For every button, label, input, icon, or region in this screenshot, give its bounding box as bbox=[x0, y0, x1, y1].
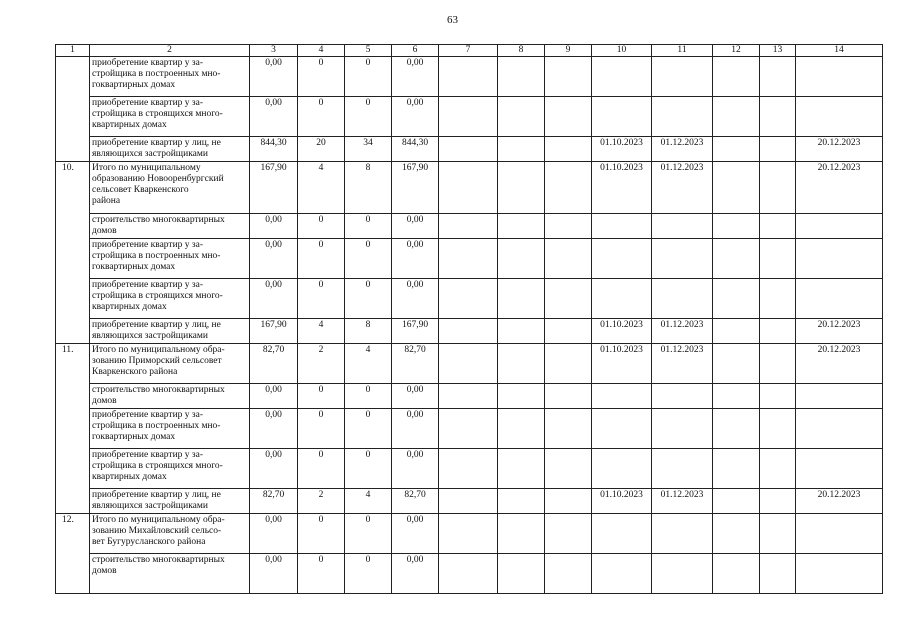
cell-c7 bbox=[439, 554, 498, 594]
cell-c9 bbox=[545, 514, 592, 554]
cell-c10 bbox=[592, 239, 652, 279]
cell-c12 bbox=[713, 57, 760, 97]
cell-c6: 0,00 bbox=[392, 554, 439, 594]
cell-c13 bbox=[760, 384, 796, 409]
cell-c4: 4 bbox=[298, 162, 345, 214]
cell-c9 bbox=[545, 239, 592, 279]
cell-c14: 20.12.2023 bbox=[796, 137, 883, 162]
cell-c8 bbox=[498, 57, 545, 97]
cell-c12 bbox=[713, 449, 760, 489]
cell-c13 bbox=[760, 137, 796, 162]
cell-c13 bbox=[760, 514, 796, 554]
cell-c11 bbox=[652, 214, 713, 239]
col-header: 9 bbox=[545, 45, 592, 57]
row-name: строительство многоквартирных домов bbox=[90, 554, 250, 594]
cell-c5: 8 bbox=[345, 319, 392, 344]
cell-c3: 167,90 bbox=[250, 162, 298, 214]
cell-c8 bbox=[498, 319, 545, 344]
cell-c12 bbox=[713, 344, 760, 384]
cell-c7 bbox=[439, 514, 498, 554]
cell-c5: 4 bbox=[345, 489, 392, 514]
row-name: приобретение квартир у за- стройщика в строящихся много- квартирных домах bbox=[90, 449, 250, 489]
cell-c12 bbox=[713, 489, 760, 514]
cell-c6: 0,00 bbox=[392, 57, 439, 97]
cell-c7 bbox=[439, 97, 498, 137]
cell-c14 bbox=[796, 279, 883, 319]
cell-c4: 0 bbox=[298, 514, 345, 554]
header-row bbox=[56, 45, 883, 57]
cell-c8 bbox=[498, 514, 545, 554]
cell-c6: 0,00 bbox=[392, 97, 439, 137]
cell-c3: 167,90 bbox=[250, 319, 298, 344]
row-name: Итого по муниципальному обра- зованию Приморский сельсовет Кваркенского района bbox=[90, 344, 250, 384]
cell-c14 bbox=[796, 384, 883, 409]
cell-c9 bbox=[545, 319, 592, 344]
cell-c13 bbox=[760, 279, 796, 319]
cell-c4: 0 bbox=[298, 57, 345, 97]
cell-c6: 82,70 bbox=[392, 344, 439, 384]
row-number: 11. bbox=[56, 344, 90, 514]
row-number bbox=[56, 57, 90, 162]
program-table bbox=[55, 44, 883, 594]
row-number: 10. bbox=[56, 162, 90, 344]
table-row bbox=[56, 384, 883, 409]
col-header: 11 bbox=[652, 45, 713, 57]
row-name: приобретение квартир у за- стройщика в построенных мно- гоквартирных домах bbox=[90, 57, 250, 97]
cell-c4: 0 bbox=[298, 279, 345, 319]
cell-c3: 844,30 bbox=[250, 137, 298, 162]
row-name: Итого по муниципальному образованию Новооренбургский сельсовет Кваркенского района bbox=[90, 162, 250, 214]
cell-c5: 34 bbox=[345, 137, 392, 162]
row-name: приобретение квартир у за- стройщика в строящихся много- квартирных домах bbox=[90, 97, 250, 137]
cell-c5: 0 bbox=[345, 449, 392, 489]
cell-c7 bbox=[439, 344, 498, 384]
cell-c3: 0,00 bbox=[250, 57, 298, 97]
cell-c7 bbox=[439, 489, 498, 514]
cell-c8 bbox=[498, 449, 545, 489]
col-header: 13 bbox=[760, 45, 796, 57]
cell-c3: 82,70 bbox=[250, 489, 298, 514]
cell-c6: 82,70 bbox=[392, 489, 439, 514]
cell-c8 bbox=[498, 554, 545, 594]
table-row bbox=[56, 97, 883, 137]
cell-c10 bbox=[592, 384, 652, 409]
cell-c9 bbox=[545, 162, 592, 214]
cell-c10: 01.10.2023 bbox=[592, 137, 652, 162]
cell-c12 bbox=[713, 514, 760, 554]
cell-c13 bbox=[760, 162, 796, 214]
cell-c14: 20.12.2023 bbox=[796, 344, 883, 384]
cell-c14 bbox=[796, 214, 883, 239]
cell-c12 bbox=[713, 239, 760, 279]
cell-c14: 20.12.2023 bbox=[796, 319, 883, 344]
cell-c10: 01.10.2023 bbox=[592, 489, 652, 514]
page-number: 63 bbox=[447, 14, 458, 26]
cell-c3: 0,00 bbox=[250, 409, 298, 449]
cell-c6: 0,00 bbox=[392, 279, 439, 319]
cell-c7 bbox=[439, 239, 498, 279]
cell-c10 bbox=[592, 57, 652, 97]
cell-c9 bbox=[545, 384, 592, 409]
cell-c6: 0,00 bbox=[392, 214, 439, 239]
cell-c11 bbox=[652, 409, 713, 449]
cell-c13 bbox=[760, 554, 796, 594]
cell-c8 bbox=[498, 137, 545, 162]
cell-c7 bbox=[439, 319, 498, 344]
col-header: 7 bbox=[439, 45, 498, 57]
cell-c8 bbox=[498, 239, 545, 279]
cell-c14 bbox=[796, 449, 883, 489]
col-header: 8 bbox=[498, 45, 545, 57]
cell-c12 bbox=[713, 409, 760, 449]
cell-c9 bbox=[545, 489, 592, 514]
cell-c9 bbox=[545, 57, 592, 97]
cell-c11: 01.12.2023 bbox=[652, 489, 713, 514]
cell-c12 bbox=[713, 97, 760, 137]
cell-c3: 0,00 bbox=[250, 239, 298, 279]
cell-c10 bbox=[592, 214, 652, 239]
col-header: 6 bbox=[392, 45, 439, 57]
cell-c6: 0,00 bbox=[392, 384, 439, 409]
cell-c8 bbox=[498, 162, 545, 214]
cell-c5: 0 bbox=[345, 57, 392, 97]
cell-c11: 01.12.2023 bbox=[652, 344, 713, 384]
cell-c12 bbox=[713, 137, 760, 162]
row-name: приобретение квартир у за- стройщика в строящихся много- квартирных домах bbox=[90, 279, 250, 319]
cell-c4: 0 bbox=[298, 409, 345, 449]
cell-c4: 0 bbox=[298, 239, 345, 279]
cell-c9 bbox=[545, 409, 592, 449]
cell-c4: 0 bbox=[298, 214, 345, 239]
cell-c10: 01.10.2023 bbox=[592, 319, 652, 344]
cell-c8 bbox=[498, 97, 545, 137]
cell-c5: 0 bbox=[345, 214, 392, 239]
cell-c3: 82,70 bbox=[250, 344, 298, 384]
cell-c4: 20 bbox=[298, 137, 345, 162]
cell-c6: 844,30 bbox=[392, 137, 439, 162]
row-name: Итого по муниципальному обра- зованию Михайловский сельсо- вет Бугурусланского района bbox=[90, 514, 250, 554]
cell-c7 bbox=[439, 57, 498, 97]
cell-c14 bbox=[796, 239, 883, 279]
cell-c8 bbox=[498, 409, 545, 449]
cell-c12 bbox=[713, 214, 760, 239]
cell-c3: 0,00 bbox=[250, 279, 298, 319]
cell-c5: 0 bbox=[345, 409, 392, 449]
cell-c14 bbox=[796, 409, 883, 449]
cell-c9 bbox=[545, 97, 592, 137]
cell-c7 bbox=[439, 384, 498, 409]
cell-c14 bbox=[796, 97, 883, 137]
col-header: 10 bbox=[592, 45, 652, 57]
table-row bbox=[56, 57, 883, 97]
table-row bbox=[56, 239, 883, 279]
cell-c9 bbox=[545, 344, 592, 384]
cell-c11 bbox=[652, 449, 713, 489]
col-header: 14 bbox=[796, 45, 883, 57]
cell-c11 bbox=[652, 97, 713, 137]
row-name: строительство многоквартирных домов bbox=[90, 214, 250, 239]
cell-c3: 0,00 bbox=[250, 514, 298, 554]
table-row bbox=[56, 554, 883, 594]
cell-c4: 2 bbox=[298, 344, 345, 384]
cell-c11: 01.12.2023 bbox=[652, 137, 713, 162]
cell-c13 bbox=[760, 409, 796, 449]
cell-c11: 01.12.2023 bbox=[652, 162, 713, 214]
cell-c11 bbox=[652, 239, 713, 279]
cell-c6: 0,00 bbox=[392, 514, 439, 554]
cell-c4: 0 bbox=[298, 554, 345, 594]
row-name: приобретение квартир у лиц, не являющихся застройщиками bbox=[90, 319, 250, 344]
cell-c13 bbox=[760, 97, 796, 137]
cell-c9 bbox=[545, 554, 592, 594]
cell-c6: 0,00 bbox=[392, 239, 439, 279]
cell-c5: 0 bbox=[345, 239, 392, 279]
table-row bbox=[56, 514, 883, 554]
cell-c14 bbox=[796, 514, 883, 554]
cell-c3: 0,00 bbox=[250, 384, 298, 409]
cell-c7 bbox=[439, 279, 498, 319]
cell-c6: 0,00 bbox=[392, 449, 439, 489]
cell-c4: 4 bbox=[298, 319, 345, 344]
cell-c6: 167,90 bbox=[392, 162, 439, 214]
cell-c11: 01.12.2023 bbox=[652, 319, 713, 344]
cell-c13 bbox=[760, 344, 796, 384]
cell-c8 bbox=[498, 344, 545, 384]
cell-c13 bbox=[760, 319, 796, 344]
cell-c12 bbox=[713, 384, 760, 409]
cell-c3: 0,00 bbox=[250, 554, 298, 594]
cell-c3: 0,00 bbox=[250, 214, 298, 239]
cell-c7 bbox=[439, 409, 498, 449]
cell-c9 bbox=[545, 279, 592, 319]
cell-c10: 01.10.2023 bbox=[592, 162, 652, 214]
col-header: 3 bbox=[250, 45, 298, 57]
cell-c13 bbox=[760, 489, 796, 514]
cell-c3: 0,00 bbox=[250, 449, 298, 489]
cell-c5: 4 bbox=[345, 344, 392, 384]
row-name: приобретение квартир у лиц, не являющихся застройщиками bbox=[90, 489, 250, 514]
cell-c10 bbox=[592, 279, 652, 319]
cell-c10 bbox=[592, 97, 652, 137]
table-row bbox=[56, 279, 883, 319]
col-header: 4 bbox=[298, 45, 345, 57]
cell-c13 bbox=[760, 239, 796, 279]
cell-c5: 0 bbox=[345, 384, 392, 409]
cell-c8 bbox=[498, 214, 545, 239]
cell-c12 bbox=[713, 162, 760, 214]
cell-c10: 01.10.2023 bbox=[592, 344, 652, 384]
cell-c11 bbox=[652, 57, 713, 97]
row-name: приобретение квартир у лиц, не являющихся застройщиками bbox=[90, 137, 250, 162]
cell-c10 bbox=[592, 409, 652, 449]
table-row bbox=[56, 409, 883, 449]
cell-c10 bbox=[592, 514, 652, 554]
cell-c12 bbox=[713, 279, 760, 319]
cell-c3: 0,00 bbox=[250, 97, 298, 137]
cell-c11 bbox=[652, 514, 713, 554]
col-header: 5 bbox=[345, 45, 392, 57]
cell-c14: 20.12.2023 bbox=[796, 162, 883, 214]
cell-c4: 2 bbox=[298, 489, 345, 514]
cell-c9 bbox=[545, 137, 592, 162]
cell-c5: 0 bbox=[345, 279, 392, 319]
cell-c8 bbox=[498, 489, 545, 514]
table-body bbox=[56, 57, 883, 594]
cell-c7 bbox=[439, 162, 498, 214]
cell-c12 bbox=[713, 319, 760, 344]
cell-c4: 0 bbox=[298, 384, 345, 409]
cell-c14: 20.12.2023 bbox=[796, 489, 883, 514]
cell-c11 bbox=[652, 384, 713, 409]
row-name: приобретение квартир у за- стройщика в построенных мно- гоквартирных домах bbox=[90, 239, 250, 279]
cell-c12 bbox=[713, 554, 760, 594]
cell-c9 bbox=[545, 449, 592, 489]
cell-c5: 0 bbox=[345, 554, 392, 594]
cell-c7 bbox=[439, 137, 498, 162]
table-row bbox=[56, 137, 883, 162]
cell-c4: 0 bbox=[298, 449, 345, 489]
col-header: 1 bbox=[56, 45, 90, 57]
table-row bbox=[56, 319, 883, 344]
cell-c5: 0 bbox=[345, 97, 392, 137]
cell-c6: 0,00 bbox=[392, 409, 439, 449]
cell-c4: 0 bbox=[298, 97, 345, 137]
cell-c11 bbox=[652, 279, 713, 319]
cell-c13 bbox=[760, 449, 796, 489]
cell-c8 bbox=[498, 279, 545, 319]
table-row bbox=[56, 449, 883, 489]
cell-c8 bbox=[498, 384, 545, 409]
table-row bbox=[56, 344, 883, 384]
row-name: строительство многоквартирных домов bbox=[90, 384, 250, 409]
cell-c14 bbox=[796, 57, 883, 97]
cell-c14 bbox=[796, 554, 883, 594]
cell-c13 bbox=[760, 214, 796, 239]
cell-c7 bbox=[439, 449, 498, 489]
cell-c5: 0 bbox=[345, 514, 392, 554]
col-header: 12 bbox=[713, 45, 760, 57]
row-name: приобретение квартир у за- стройщика в построенных мно- гоквартирных домах bbox=[90, 409, 250, 449]
cell-c6: 167,90 bbox=[392, 319, 439, 344]
cell-c9 bbox=[545, 214, 592, 239]
table-row bbox=[56, 489, 883, 514]
cell-c5: 8 bbox=[345, 162, 392, 214]
cell-c13 bbox=[760, 57, 796, 97]
table-row bbox=[56, 162, 883, 214]
cell-c7 bbox=[439, 214, 498, 239]
col-header: 2 bbox=[90, 45, 250, 57]
cell-c11 bbox=[652, 554, 713, 594]
cell-c10 bbox=[592, 449, 652, 489]
cell-c10 bbox=[592, 554, 652, 594]
table-row bbox=[56, 214, 883, 239]
row-number: 12. bbox=[56, 514, 90, 594]
